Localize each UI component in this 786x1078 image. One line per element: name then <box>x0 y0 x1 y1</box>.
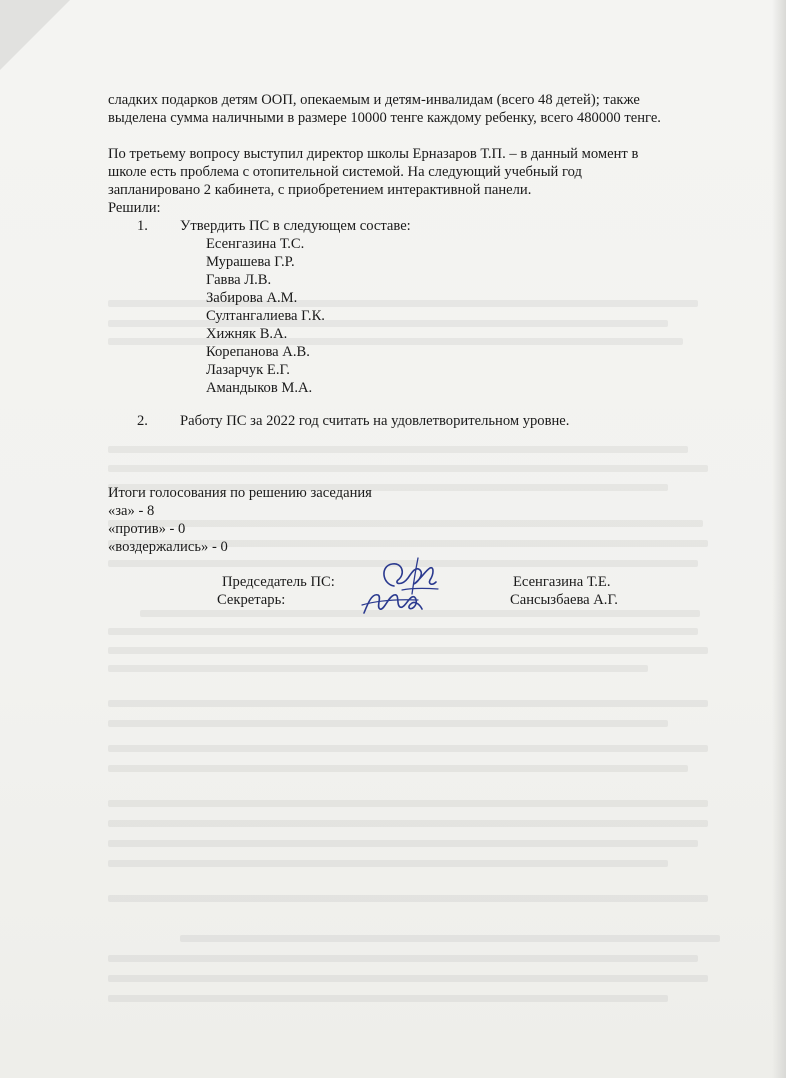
page-edge-shadow <box>772 0 786 1078</box>
gifts-paragraph-line-2: выделена сумма наличными в размере 10000 тенге каждому ребенку, всего 480000 тенге. <box>108 110 661 126</box>
member-name: Лазарчук Е.Г. <box>206 362 290 378</box>
member-name: Мурашева Г.Р. <box>206 254 295 270</box>
third-question-line-1: По третьему вопросу выступил директор школы Ерназаров Т.П. – в данный момент в <box>108 146 639 162</box>
member-name: Есенгазина Т.С. <box>206 236 305 252</box>
member-name: Гавва Л.В. <box>206 272 272 288</box>
secretary-role: Секретарь: <box>217 592 286 608</box>
decision-2-text: Работу ПС за 2022 год считать на удовлетворительном уровне. <box>180 413 570 429</box>
decision-1-number: 1. <box>137 218 148 234</box>
member-name: Забирова А.М. <box>206 290 298 306</box>
secretary-signature <box>356 585 426 621</box>
secretary-name: Сансызбаева А.Г. <box>510 592 618 608</box>
member-name: Амандыков М.А. <box>206 380 313 396</box>
member-name: Корепанова А.В. <box>206 344 310 360</box>
vote-against: «против» - 0 <box>108 521 186 537</box>
chair-name: Есенгазина Т.Е. <box>513 574 611 590</box>
gifts-paragraph-line-1: сладких подарков детям ООП, опекаемым и детям-инвалидам (всего 48 детей); также <box>108 92 640 108</box>
third-question-line-2: школе есть проблема с отопительной системой. На следующий учебный год <box>108 164 582 180</box>
decision-2-number: 2. <box>137 413 148 429</box>
third-question-line-3: запланировано 2 кабинета, с приобретением интерактивной панели. <box>108 182 532 198</box>
decision-1-text: Утвердить ПС в следующем составе: <box>180 218 411 234</box>
vote-abstain: «воздержались» - 0 <box>108 539 228 555</box>
decisions-heading: Решили: <box>108 200 161 216</box>
member-name: Хижняк В.А. <box>206 326 288 342</box>
voting-title: Итоги голосования по решению заседания <box>108 485 372 501</box>
page-fold-shadow <box>0 0 70 70</box>
chair-role: Председатель ПС: <box>222 574 335 590</box>
vote-for: «за» - 8 <box>108 503 155 519</box>
member-name: Султангалиева Г.К. <box>206 308 325 324</box>
